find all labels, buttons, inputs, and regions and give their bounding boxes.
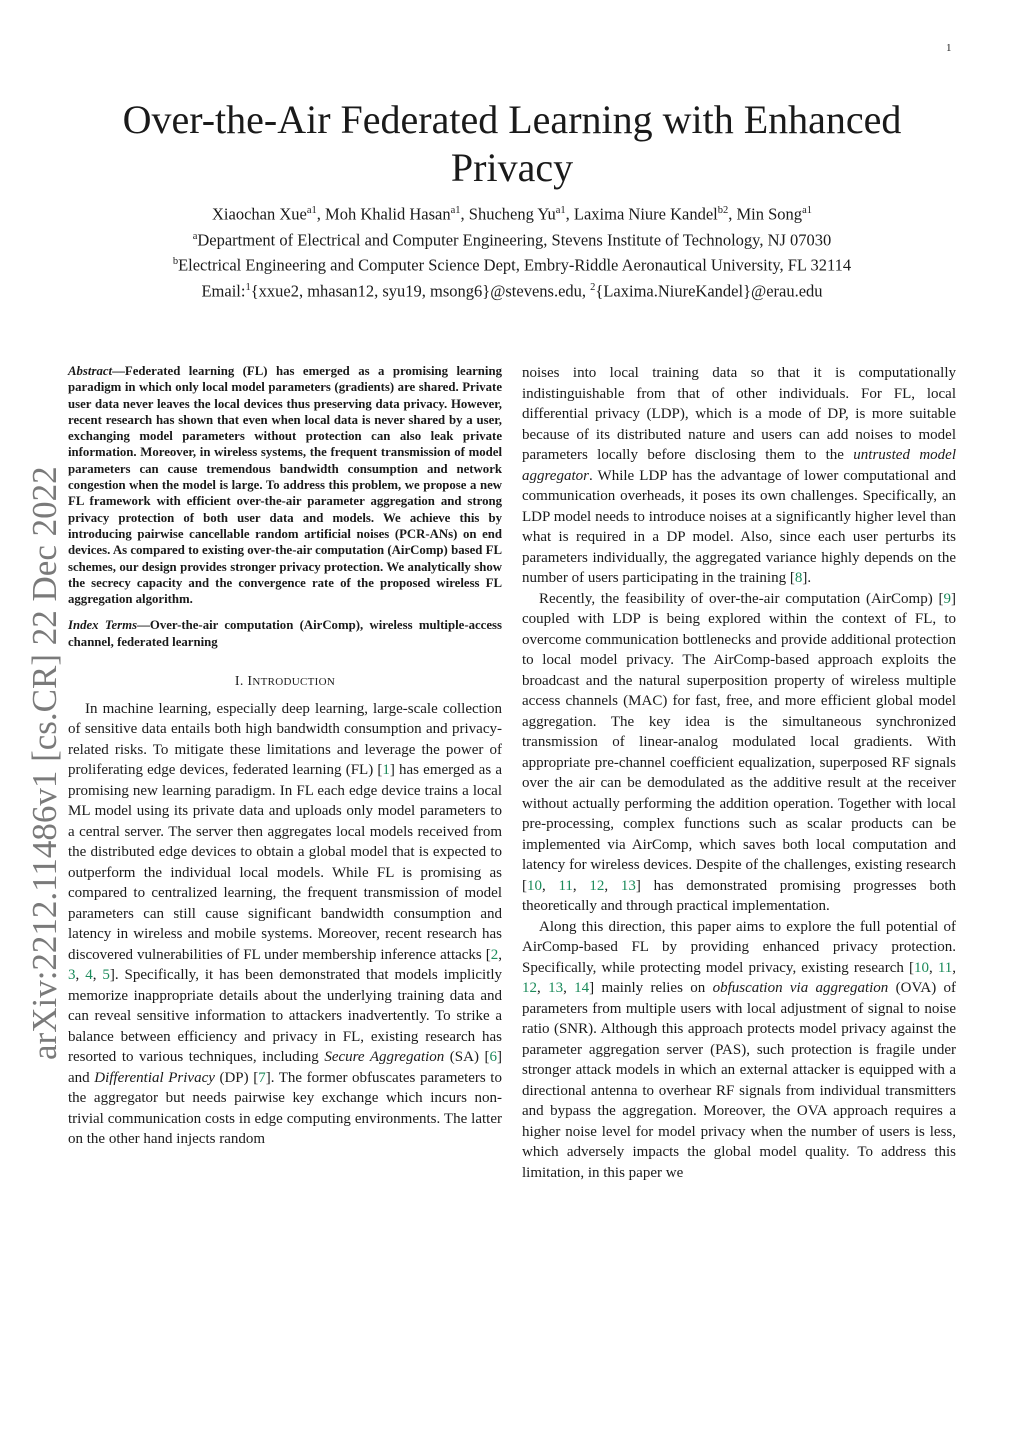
citation-link[interactable]: 12 [522, 980, 537, 996]
citation-link[interactable]: 5 [102, 967, 110, 984]
citation-link[interactable]: 10 [913, 959, 929, 976]
affiliation-a: $^a$Department of Electrical and Computer Engineering, Stevens Institute of Technology, NJ 07030 [192, 230, 832, 249]
intro-paragraph: In machine learning, especially deep learning, large-scale collection of sensitive data entails both high bandwidth consumption and privacy-related risks. To mitigate these limitations and leverage the power of proliferating edge devices, federated learning (FL) [1] has emerged as a promising new learning paradigm. In FL each edge device trains a local ML model using its private data and uploads only model parameters to a central server. The server then aggregates local models received from the distributed edge devices to obtain a global model that is expected to outperform the individual local models. While FL is promising as compared to centralized learning, the frequent transmission of model parameters can still cause significant bandwidth consumption and latency in wireless and mobile systems. Moreover, recent research has discovered vulnerabilities of FL under membership inference attacks [2, 3, 4, 5]. Specifically, it has been demonstrated that models implicitly memorize inappropriate details about the underlying training data and can reveal sensitive information to attackers inadvertently. To strike a balance between efficiency and privacy in FL, existing research has resorted to various techniques, including Secure Aggregation (SA) [6] and Differential Privacy (DP) [7]. The former obfuscates parameters to the aggregator but needs pairwise key exchange which incurs non-trivial communication costs in edge computing environments. The latter on the other hand injects random [68, 700, 503, 1148]
citation-link[interactable]: 10 [527, 877, 542, 894]
author-block [60, 200, 964, 302]
citation-link[interactable]: 11 [558, 877, 573, 894]
citation-link[interactable]: 6 [489, 1049, 497, 1066]
email-line: Email:$^1${xxue2, mhasan12, syu19, msong6}@stevens.edu, $^2${Laxima.NiureKandel}@erau.edu [201, 281, 823, 300]
citation-link[interactable]: 11 [937, 959, 953, 976]
index-terms: Index Terms—Over-the-air computation (AirComp), wireless multiple-access channel, federated learning [68, 618, 502, 649]
affiliation-b: $^b$Electrical Engineering and Computer Science Dept, Embry-Riddle Aeronautical University, FL 32114 [172, 255, 852, 275]
citation-link[interactable]: 7 [258, 1069, 266, 1086]
citation-link[interactable]: 8 [794, 570, 803, 586]
citation-link[interactable]: 9 [943, 590, 951, 607]
citation-link[interactable]: 2 [490, 946, 499, 963]
citation-link[interactable]: 14 [574, 980, 590, 996]
paper-title: Over-the-Air Federated Learning with Enhanced Privacy [122, 97, 902, 190]
body-paragraph: Along this direction, this paper aims to explore the full potential of AirComp-based FL by providing enhanced privacy protection. Specifically, while protecting model privacy, existing research [10, 11, 12, 13, 14] mainly relies on obfuscation via aggregation (OVA) of parameters from multiple users with local adjustment of signal to noise ratio (SNR). Although this approach protects model privacy against the parameter aggregation server (PAS), such protection is fragile under stronger attack models in which an external attacker is equipped with a directional antenna to overhear RF signals from individual transmitters and bypass the aggregation. Moreover, the OVA approach requires a higher noise level for model privacy when the number of users is less, which adversely impacts the global model quality. To address this limitation, in this paper we [522, 918, 957, 1181]
citation-link[interactable]: 13 [548, 980, 564, 996]
citation-link[interactable]: 13 [620, 877, 636, 894]
citation-link[interactable]: 12 [589, 877, 605, 894]
left-column [68, 363, 502, 1150]
body-paragraph: noises into local training data so that it is computationally indistinguishable from that of other individuals. For FL, local differential privacy (LDP), which is a mode of DP, is more suitable because of its distributed nature and users can add noises to model parameters locally before disclosing them to the untrusted model aggregator. While LDP has the advantage of lower computational and communication overheads, it poses its own challenges. Specifically, an LDP model needs to introduce noises at a significantly higher level than what is required in a DP model. Also, since each user perturbs its parameters individually, the aggregated variance highly depends on the number of users participating in the training [8]. [522, 365, 956, 586]
page-number: 1 [946, 42, 952, 54]
right-column [522, 363, 956, 1183]
citation-link[interactable]: 3 [68, 967, 76, 984]
section-heading-introduction: I. INTRODUCTION [234, 674, 336, 690]
arxiv-identifier[interactable]: arXiv:2212.11486v1 [cs.CR] 22 Dec 2022 [25, 466, 64, 1060]
author-list: Xiaochan Xue$^{a1}$, Moh Khalid Hasan$^{a1}$, Shucheng $Yu^{a1}$, Laxima Niure Kandel$^{b2}$, Min Song$^{a1}$ [212, 204, 812, 224]
body-paragraph: Recently, the feasibility of over-the-air computation (AirComp) [9] coupled with LDP is being explored within the context of FL, to overcome communication bottlenecks and provide additional protection to local model privacy. The AirComp-based approach exploits the broadcast and the natural superposition property of wireless multiple access channels (MAC) for fast, free, and more efficient global model aggregation. The key idea is the simultaneous synchronized transmission of linear-analog modulated local gradients. With appropriate pre-channel coefficient equalization, superposed RF signals over the air can be demodulated as the additive result at the receiver without actually performing the addition operation. Together with local pre-processing, complex functions such as scalar products can be implemented via AirComp, which saves both local computation and latency for wireless devices. Despite of the challenges, existing research [10, 11, 12, 13] has demonstrated promising progresses both theoretically and through practical implementation. [522, 590, 957, 914]
abstract: Abstract—Federated learning (FL) has emerged as a promising learning paradigm in which only local model parameters (gradients) are shared. Private user data never leaves the local devices thus preserving data privacy. However, recent research has shown that even when local data is never shared by a user, exchanging model parameters without protection can also leak private information. Moreover, in wireless systems, the frequent transmission of model parameters can cause tremendous bandwidth consumption and network congestion when the model is large. To address this problem, we propose a new FL framework with efficient over-the-air parameter aggregation and strong privacy protection of both user data and models. We achieve this by introducing pairwise cancellable random artificial noises (PCR-ANs) on end devices. As compared to existing over-the-air computation (AirComp) based FL schemes, our design provides stronger privacy protection. We analytically show the secrecy capacity and the convergence rate of the proposed wireless FL aggregation algorithm. [68, 364, 502, 607]
citation-link[interactable]: 1 [382, 762, 390, 779]
citation-link[interactable]: 4 [85, 967, 93, 984]
